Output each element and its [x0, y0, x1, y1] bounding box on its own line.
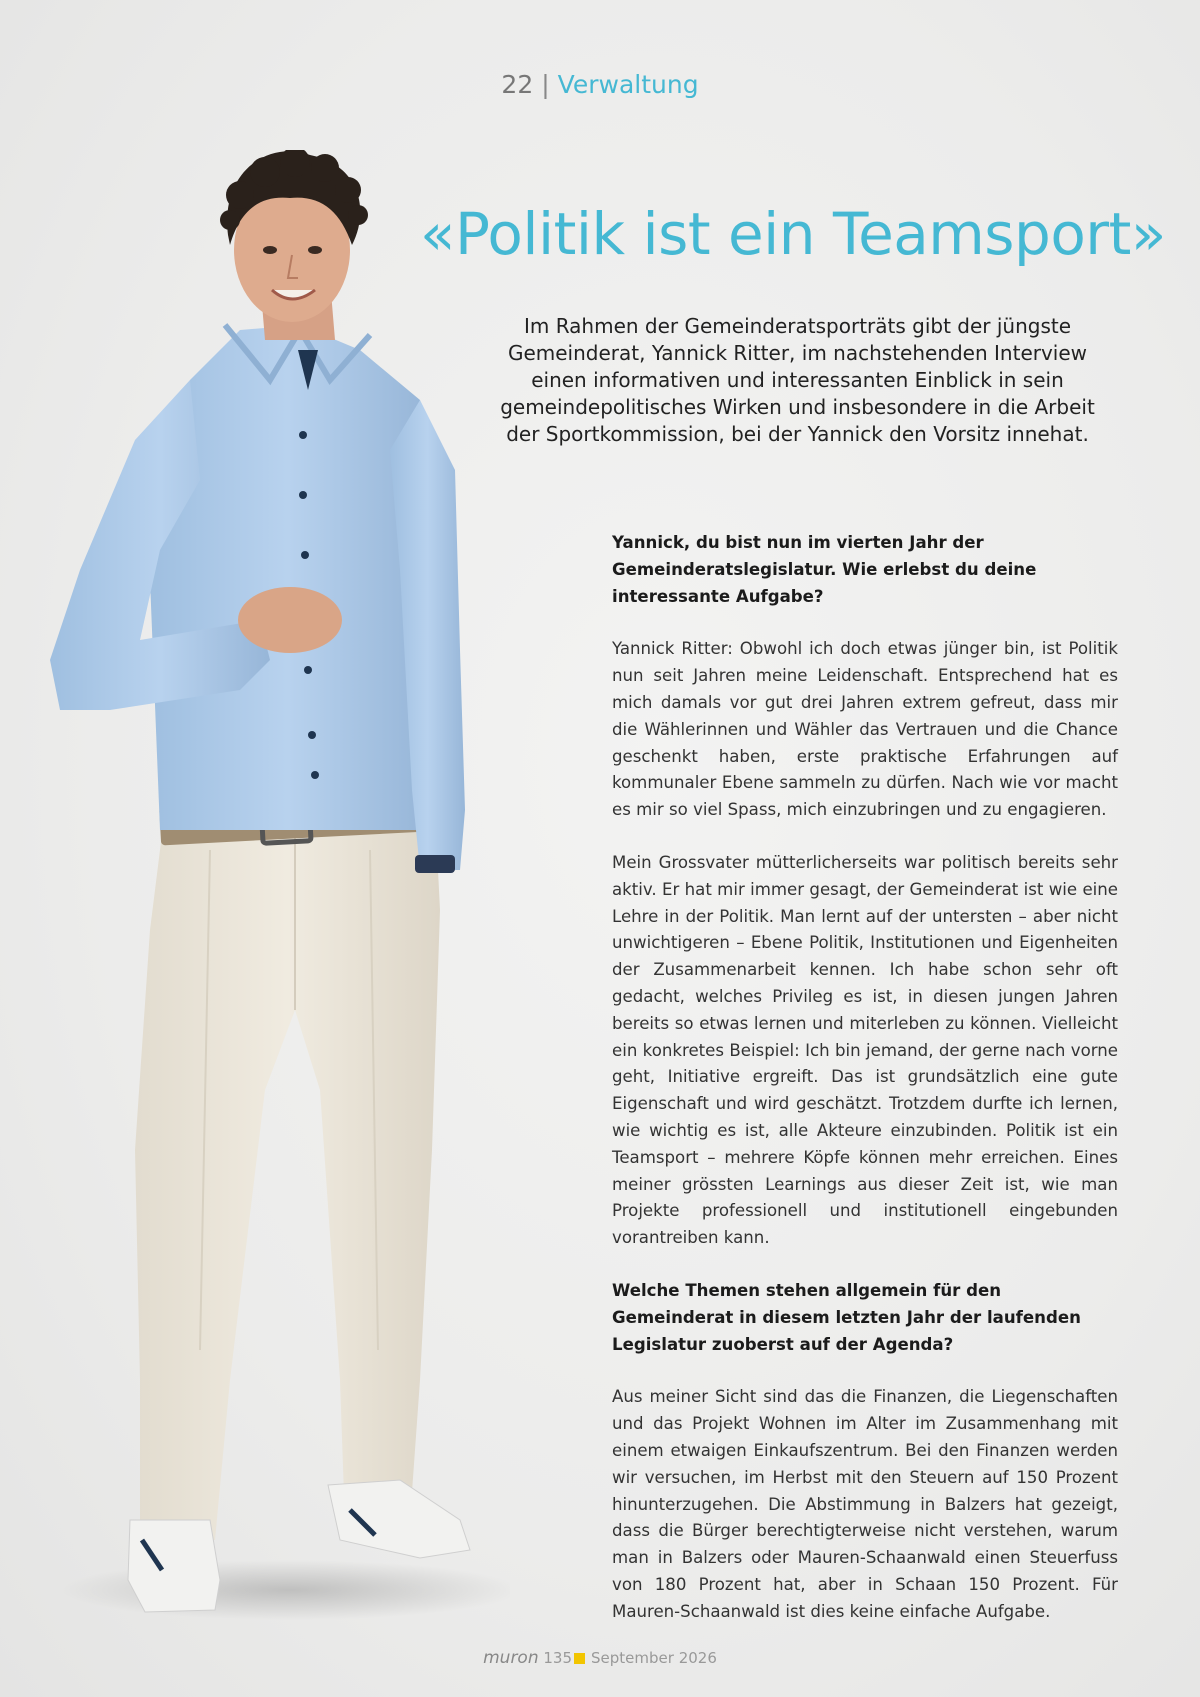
article-body: [612, 530, 1118, 1651]
magazine-name: muron: [483, 1648, 539, 1668]
article-title: «Politik ist ein Teamsport»: [420, 200, 1166, 268]
yellow-square-icon: [574, 1653, 585, 1664]
issue-number: 135: [543, 1649, 573, 1667]
page-header: [0, 70, 1200, 99]
interview-answer: Aus meiner Sicht sind das die Finanzen, die Liegenschaften und das Projekt Wohnen im Alter im Zusammenhang mit einem etwaigen Einkaufszentrum. Bei den Finanzen werden wir versuchen, im Herbst mit den Steuern auf 150 Prozent hinunterzugehen. Die Abstimmung in Balzers hat gezeigt, dass die Bürger berechtigterweise nicht verstehen, warum man in Balzers oder Mauren-Schaanwald einen Steuerfuss von 180 Prozent hat, aber in Schaan 150 Prozent. Für Mauren-Schaanwald ist dies keine einfache Aufgabe.: [612, 1387, 1118, 1621]
portrait-photo: [40, 150, 510, 1630]
article-lead: Im Rahmen der Gemeinderatsporträts gibt der jüngste Gemeinderat, Yannick Ritter, im nachstehenden Interview einen informativen und interessanten Einblick in sein gemeindepolitisches Wirken und insbesondere in die Arbeit der Sportkommission, bei der Yannick den Vorsitz innehat.: [500, 314, 1095, 446]
interview-question: Yannick, du bist nun im vierten Jahr der Gemeinderatslegislatur. Wie erlebst du deine interessante Aufgabe?: [612, 533, 1037, 606]
page-number: 22: [501, 70, 534, 99]
header-separator: |: [541, 70, 550, 99]
interview-answer: Mein Grossvater mütterlicherseits war politisch bereits sehr aktiv. Er hat mir immer gesagt, der Gemeinderat ist wie eine Lehre in der Politik. Man lernt auf der untersten – aber nicht unwichtigeren – Ebene Politik, Institutionen und Eigenheiten der Zusammenarbeit kennen. Ich habe schon sehr oft gedacht, welches Privileg es ist, in diesen jungen Jahren bereits so etwas lernen und miterleben zu können. Vielleicht ein konkretes Beispiel: Ich bin jemand, der gerne nach vorne geht, Initiative ergreift. Das ist grundsätzlich eine gute Eigenschaft und wird geschätzt. Trotzdem durfte ich lernen, wie wichtig es ist, alle Akteure einzubinden. Politik ist ein Teamsport – mehrere Köpfe können mehr erreichen. Eines meiner grössten Learnings aus dieser Zeit ist, wie man Projekte professionell und institutionell eingebunden vorantreiben kann.: [612, 852, 1118, 1248]
section-name: Verwaltung: [557, 70, 699, 99]
issue-date: September 2026: [591, 1649, 717, 1667]
interview-answer: Yannick Ritter: Obwohl ich doch etwas jünger bin, ist Politik nun seit Jahren meine Leidenschaft. Entsprechend hat es mich damals vor gut drei Jahren extrem gefreut, dass mir die Wählerinnen und Wähler das Vertrauen und die Chance geschenkt haben, erste praktische Erfahrungen auf kommunaler Ebene sammeln zu dürfen. Nach wie vor macht es mir so viel Spass, mich einzubringen und zu engagieren.: [612, 639, 1118, 820]
interview-question: Welche Themen stehen allgemein für den Gemeinderat in diesem letzten Jahr der laufenden Legislatur zuoberst auf der Agenda?: [612, 1280, 1081, 1354]
page-footer: [0, 1648, 1200, 1668]
